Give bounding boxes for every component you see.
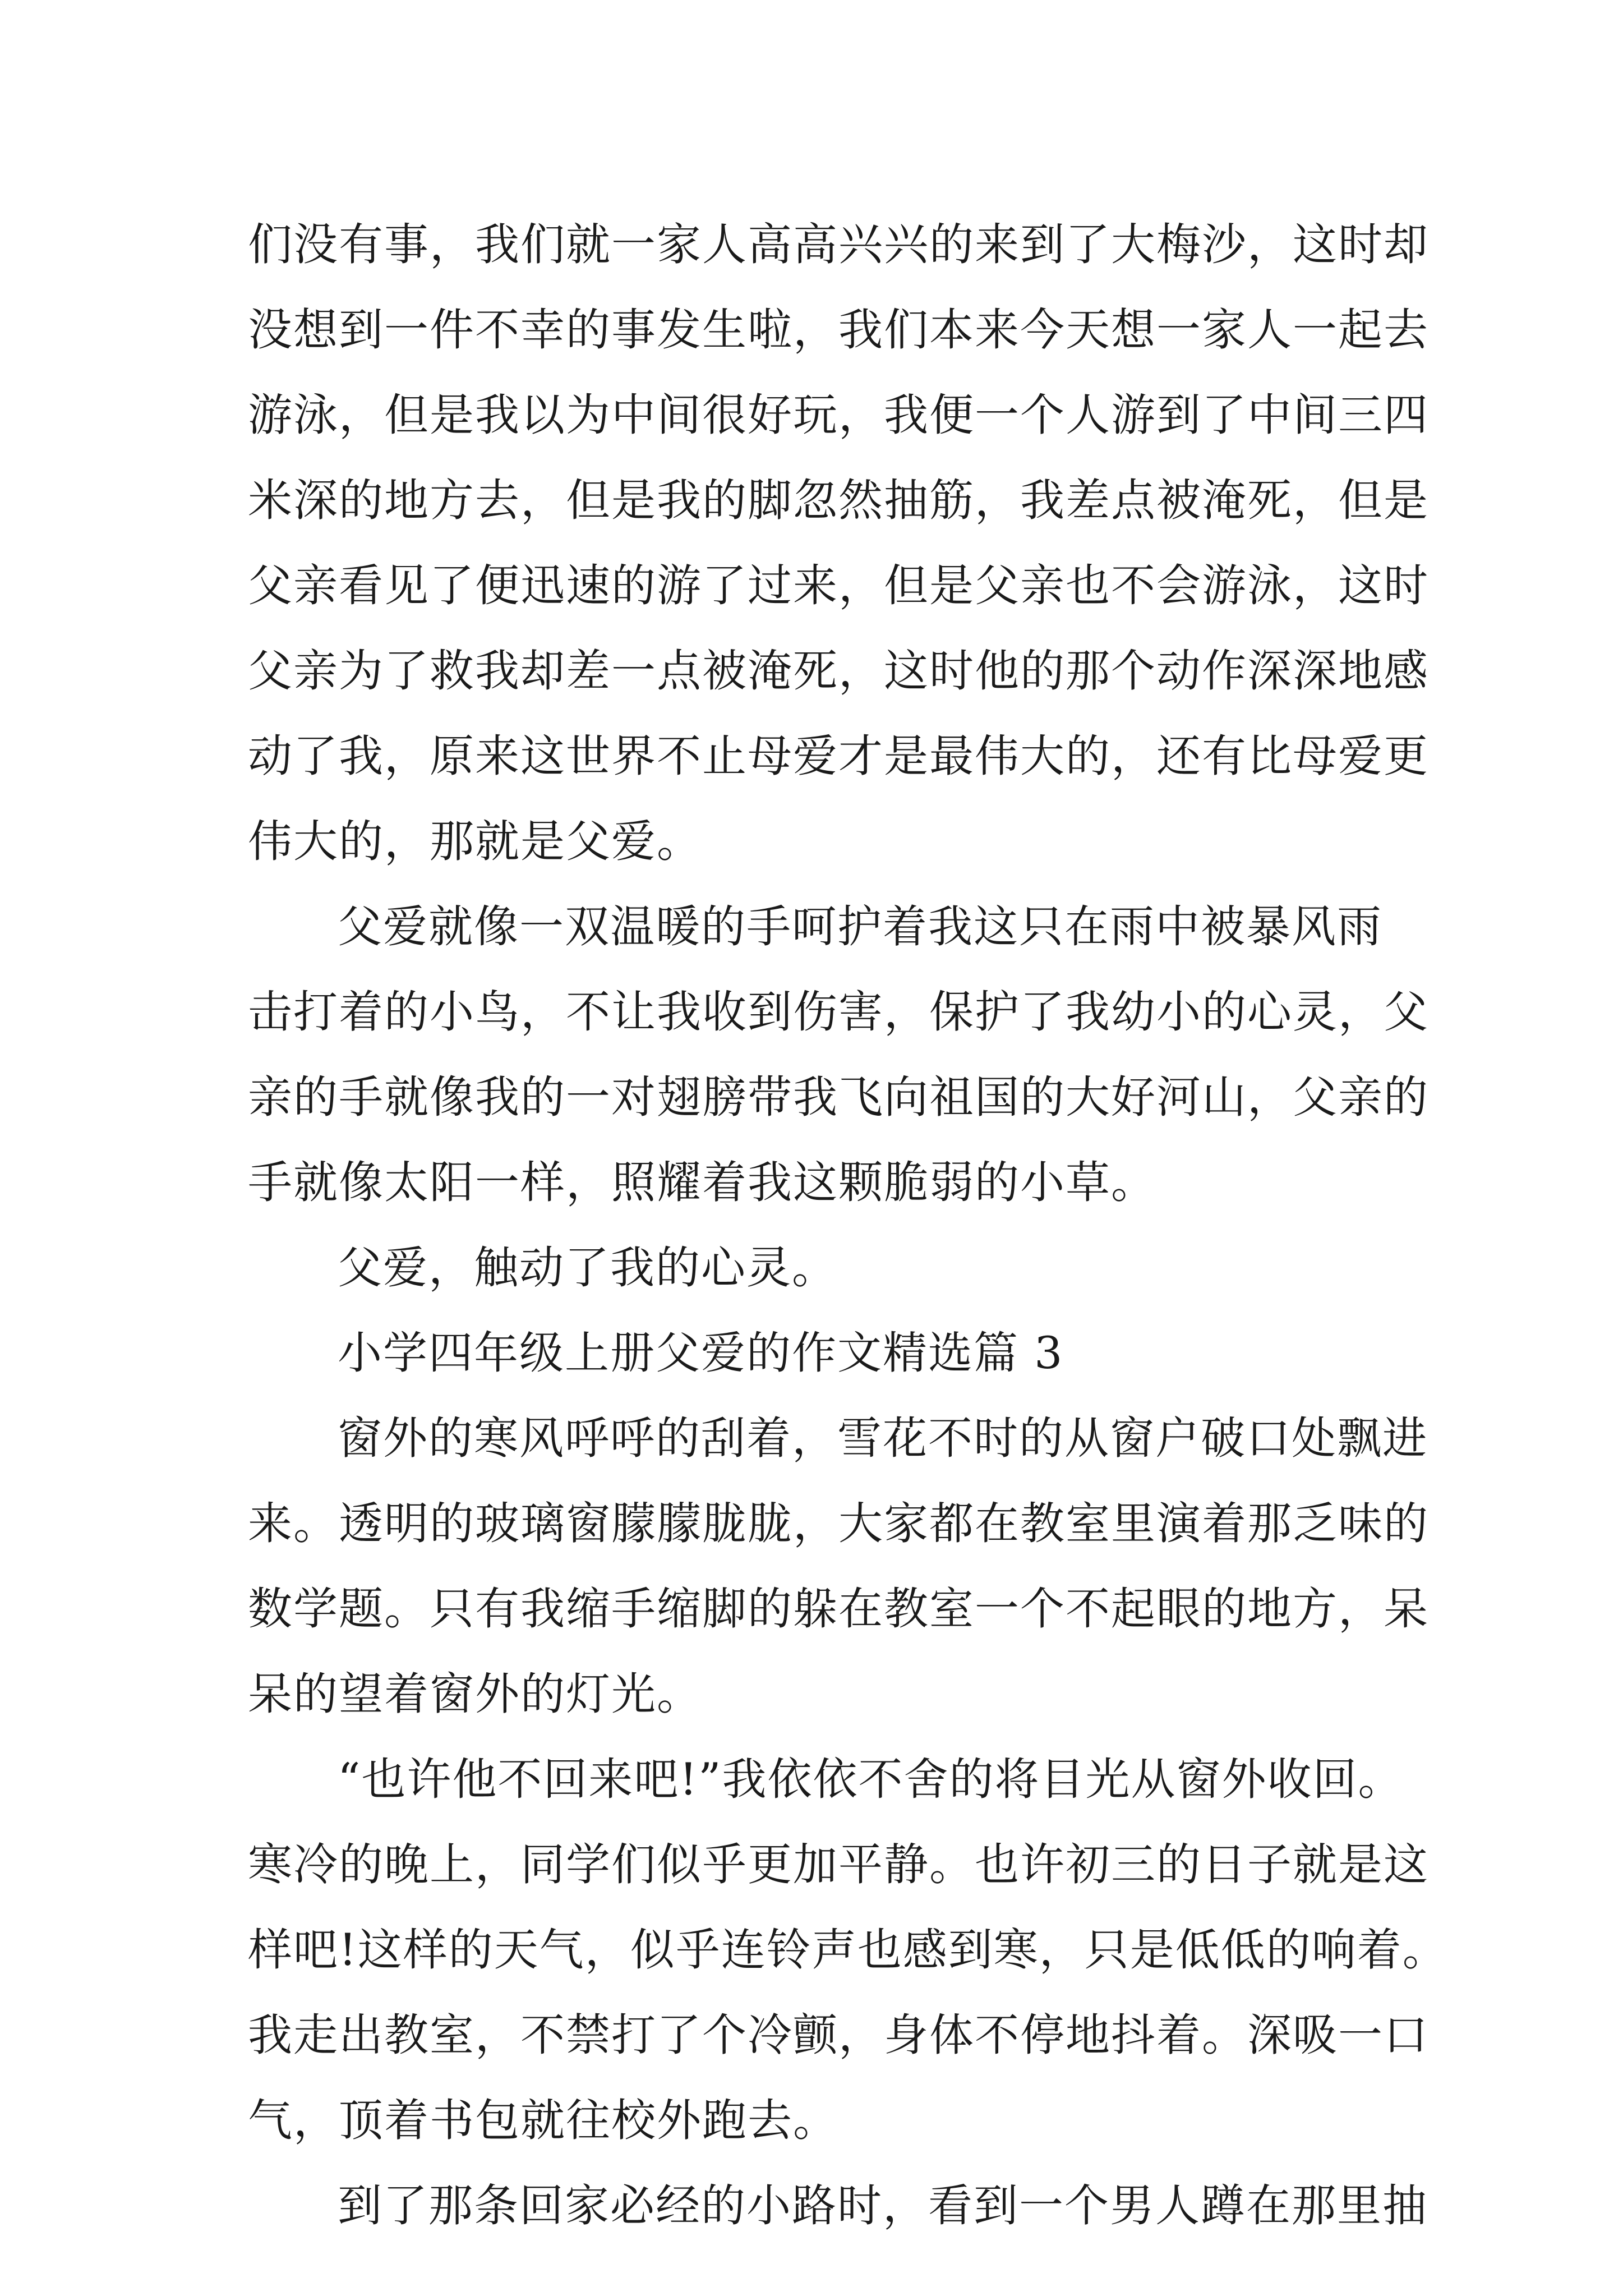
- text-line: 样吧!这样的天气，似乎连铃声也感到寒，只是低低的响着。: [248, 1924, 1448, 1976]
- text-line: 窗外的寒风呼呼的刮着，雪花不时的从窗户破口处飘进: [338, 1412, 1428, 1464]
- text-line: 亲的手就像我的一对翅膀带我飞向祖国的大好河山，父亲的: [248, 1071, 1429, 1123]
- text-line: 们没有事，我们就一家人高高兴兴的来到了大梅沙，这时却: [248, 219, 1429, 270]
- text-line: 呆的望着窗外的灯光。: [248, 1668, 702, 1720]
- text-line: 米深的地方去，但是我的脚忽然抽筋，我差点被淹死，但是: [248, 475, 1429, 526]
- text-line: 动了我，原来这世界不止母爱才是最伟大的，还有比母爱更: [248, 730, 1429, 782]
- text-line: 数学题。只有我缩手缩脚的躲在教室一个不起眼的地方，呆: [248, 1583, 1429, 1635]
- text-line: 击打着的小鸟，不让我收到伤害，保护了我幼小的心灵，父: [248, 986, 1429, 1038]
- text-line: 来。透明的玻璃窗朦朦胧胧，大家都在教室里演着那乏味的: [248, 1498, 1429, 1549]
- text-line: 我走出教室，不禁打了个冷颤，身体不停地抖着。深吸一口: [248, 2009, 1429, 2061]
- text-line: 父爱，触动了我的心灵。: [338, 1242, 837, 1294]
- text-line: 伟大的，那就是父爱。: [248, 816, 702, 867]
- document-body: [248, 202, 1448, 2248]
- text-line: 气，顶着书包就往校外跑去。: [248, 2095, 838, 2146]
- text-line: 小学四年级上册父爱的作文精选篇 3: [338, 1327, 1064, 1379]
- text-line: 没想到一件不幸的事发生啦，我们本来今天想一家人一起去: [248, 304, 1429, 356]
- text-line: 寒冷的晚上，同学们似乎更加平静。也许初三的日子就是这: [248, 1839, 1429, 1890]
- text-line: “也许他不回来吧!”我依依不舍的将目光从窗外收回。: [338, 1754, 1404, 1805]
- text-line: 父爱就像一双温暖的手呵护着我这只在雨中被暴风雨: [338, 901, 1382, 953]
- text-line: 父亲为了救我却差一点被淹死，这时他的那个动作深深地感: [248, 645, 1429, 697]
- text-line: 到了那条回家必经的小路时，看到一个男人蹲在那里抽: [338, 2180, 1428, 2231]
- text-line: 父亲看见了便迅速的游了过来，但是父亲也不会游泳，这时: [248, 560, 1429, 611]
- text-line: 手就像太阳一样，照耀着我这颗脆弱的小草。: [248, 1157, 1156, 1208]
- text-line: 游泳，但是我以为中间很好玩，我便一个人游到了中间三四: [248, 389, 1429, 441]
